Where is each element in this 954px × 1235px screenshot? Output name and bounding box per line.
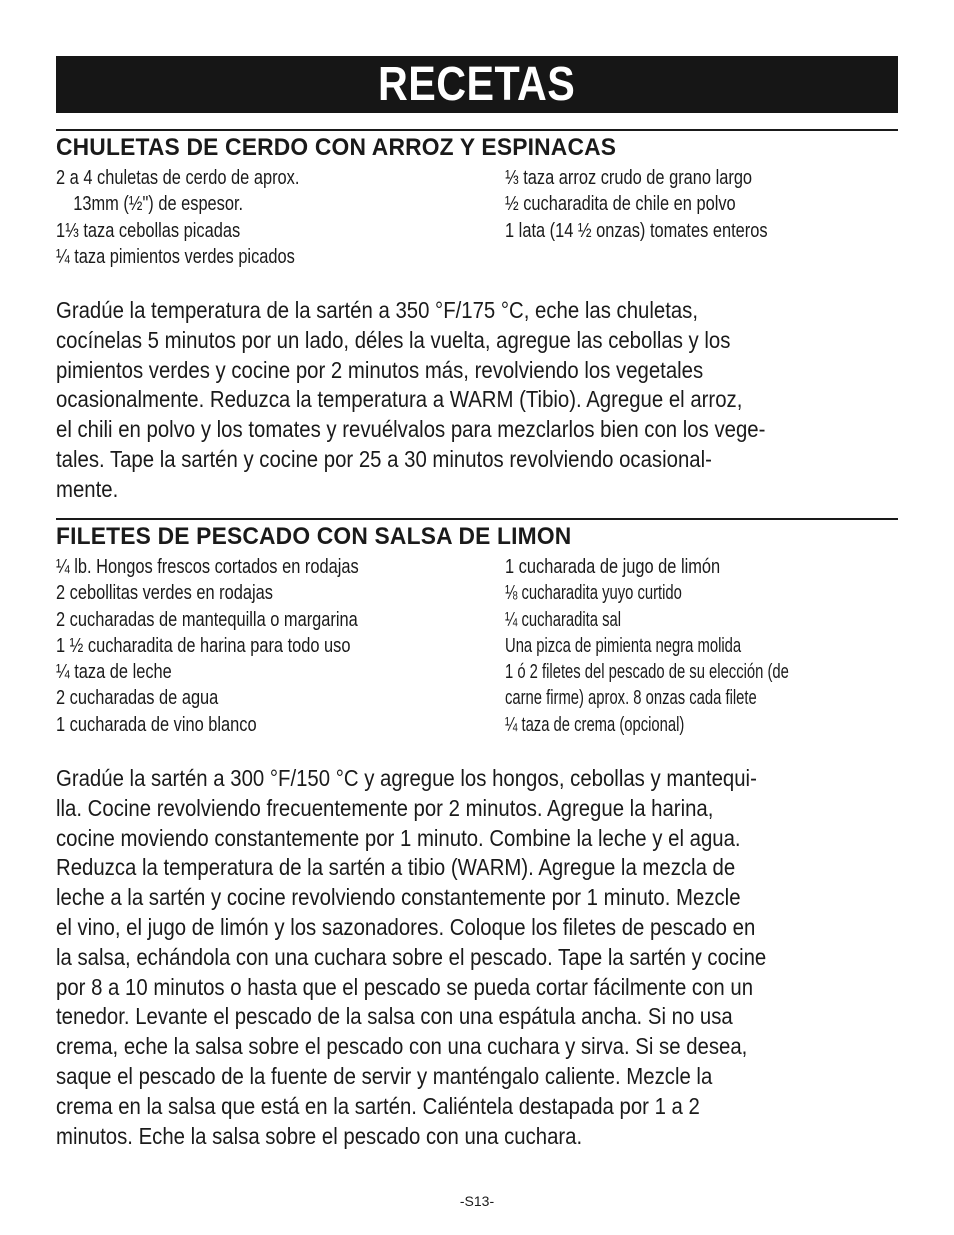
instruction-line: la salsa, echándola con una cuchara sobre el pescado. Tape la sartén y cocine (56, 943, 767, 970)
ingredient-line: 2 a 4 chuletas de cerdo de aprox. (56, 167, 300, 189)
ingredient-line: 1 cucharada de vino blanco (56, 713, 257, 736)
ingredient-line: 1⅓ taza cebollas picadas (56, 219, 241, 242)
instruction-line: lla. Cocine revolviendo frecuentemente por 2 minutos. Agregue la harina, (56, 794, 714, 821)
ingredients-left-column (56, 554, 476, 738)
page-number: -S13- (459, 1193, 495, 1209)
ingredient-line: 2 cucharadas de agua (56, 687, 219, 710)
instruction-line: Gradúe la temperatura de la sartén a 350 °F/175 °C, eche las chuletas, (56, 297, 698, 323)
ingredient-line: carne firme) aprox. 8 onzas cada filete (505, 687, 757, 710)
recipe-instructions (56, 764, 856, 1151)
instruction-line: cocine moviendo constantemente por 1 minuto. Combine la leche y el agua. (56, 824, 741, 851)
instruction-line: ocasionalmente. Reduzca la temperatura a WARM (Tibio). Agregue el arroz, (56, 386, 743, 413)
ingredient-line: ¼ taza pimientos verdes picados (56, 245, 295, 268)
page-banner (56, 56, 898, 113)
recipe-instructions (56, 296, 856, 505)
ingredient-line: ¼ taza de crema (opcional) (505, 713, 685, 736)
ingredient-line: ⅛ cucharadita yuyo curtido (505, 582, 682, 605)
section-divider (56, 129, 898, 131)
recipe-title: CHULETAS DE CERDO CON ARROZ Y ESPINACAS (56, 134, 617, 161)
instruction-line: minutos. Eche la salsa sobre el pescado con una cuchara. (56, 1122, 583, 1149)
ingredient-line: ¼ lb. Hongos frescos cortados en rodajas (56, 556, 359, 578)
ingredients-right-column (505, 165, 925, 244)
ingredient-line: 1 ½ cucharadita de harina para todo uso (56, 634, 351, 657)
instruction-line: por 8 a 10 minutos o hasta que el pescado se pueda cortar fácilmente con un (56, 973, 754, 1000)
ingredients-left-column (56, 165, 476, 270)
ingredient-line: ½ cucharadita de chile en polvo (505, 193, 736, 216)
instruction-line: tenedor. Levante el pescado de la salsa con una espátula ancha. Si no usa (56, 1003, 733, 1030)
instruction-line: mente. (56, 475, 119, 502)
ingredients-right-column (505, 554, 925, 738)
instruction-line: crema en la salsa que está en la sartén. Caliéntela destapada por 1 a 2 (56, 1092, 700, 1119)
ingredient-line: 13mm (½") de espesor. (73, 193, 244, 216)
ingredient-line: 1 lata (14 ½ onzas) tomates enteros (505, 219, 768, 242)
ingredient-line: 2 cebollitas verdes en rodajas (56, 582, 273, 605)
ingredient-line: 2 cucharadas de mantequilla o margarina (56, 608, 358, 631)
instruction-line: saque el pescado de la fuente de servir y manténgalo caliente. Mezcle la (56, 1062, 713, 1089)
instruction-line: cocínelas 5 minutos por un lado, déles la vuelta, agregue las cebollas y los (56, 326, 731, 353)
instruction-line: Gradúe la sartén a 300 °F/150 °C y agregue los hongos, cebollas y mantequi- (56, 765, 757, 791)
instruction-line: el chili en polvo y los tomates y revuélvalos para mezclarlos bien con los vege- (56, 416, 766, 443)
instruction-line: tales. Tape la sartén y cocine por 25 a 30 minutos revolviendo ocasional- (56, 445, 712, 472)
section-divider (56, 518, 898, 520)
ingredient-line: ¼ cucharadita sal (505, 608, 622, 631)
page-title: RECETAS (378, 58, 576, 111)
instruction-line: leche a la sartén y cocine revolviendo constantemente por 1 minuto. Mezcle (56, 884, 741, 911)
ingredient-line: ⅓ taza arroz crudo de grano largo (505, 167, 753, 189)
instruction-line: el vino, el jugo de limón y los sazonadores. Coloque los filetes de pescado en (56, 913, 756, 940)
recipe-title: FILETES DE PESCADO CON SALSA DE LIMON (56, 523, 572, 550)
ingredient-line: Una pizca de pimienta negra molida (505, 634, 742, 657)
instruction-line: Reduzca la temperatura de la sartén a tibio (WARM). Agregue la mezcla de (56, 854, 736, 881)
ingredient-line: ¼ taza de leche (56, 661, 172, 684)
instruction-line: pimientos verdes y cocine por 2 minutos más, revolviendo los vegetales (56, 356, 704, 383)
instruction-line: crema, eche la salsa sobre el pescado con una cuchara y sirva. Si se desea, (56, 1033, 748, 1060)
ingredient-line: 1 cucharada de jugo de limón (505, 556, 721, 578)
ingredient-line: 1 ó 2 filetes del pescado de su elección (de (505, 661, 789, 684)
